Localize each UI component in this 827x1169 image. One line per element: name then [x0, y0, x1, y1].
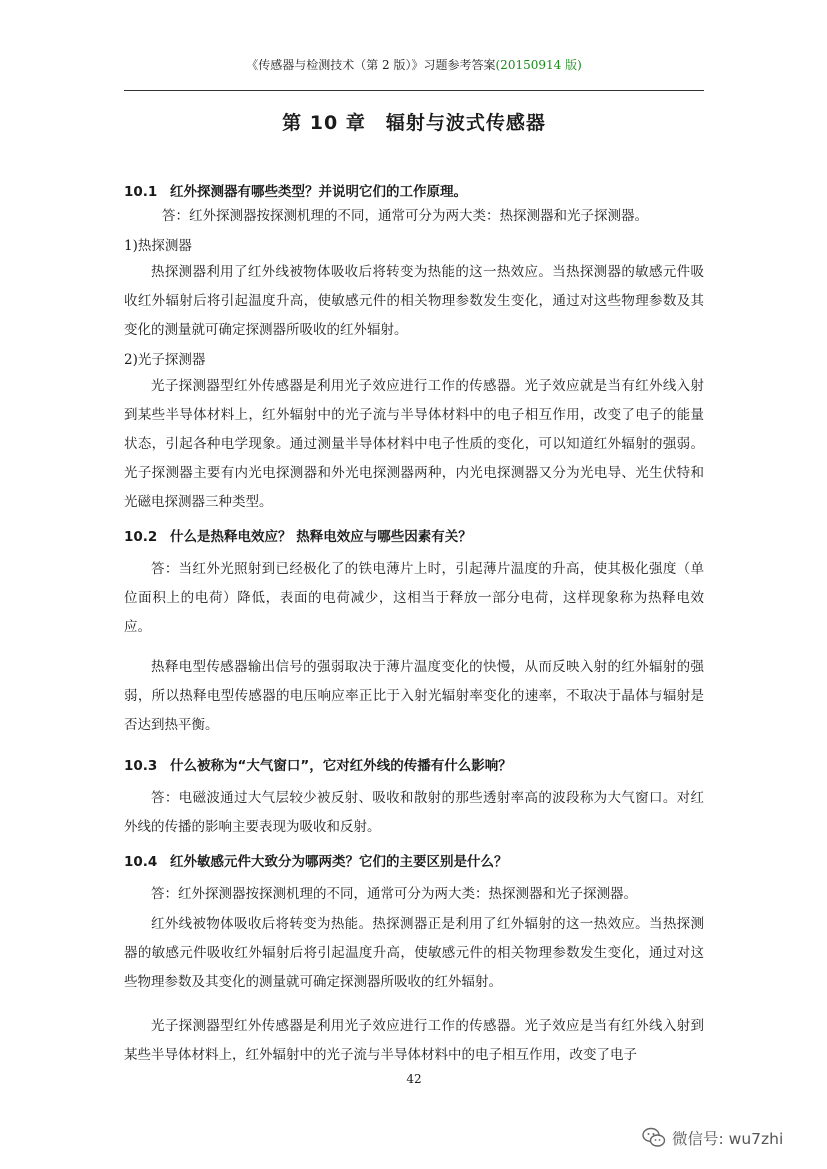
watermark-text: 微信号: wu7zhi [672, 1130, 784, 1148]
question-text: 红外探测器有哪些类型？并说明它们的工作原理。 [170, 184, 467, 200]
question-10-4 [124, 852, 704, 872]
paragraph: 光子探测器型红外传感器是利用光子效应进行工作的传感器。光子效应是当有红外线入射到某些半导体材料上，红外辐射中的光子流与半导体材料中的电子相互作用，改变了电子 [124, 1018, 704, 1063]
question-text: 什么被称为“大气窗口”，它对红外线的传播有什么影响？ [170, 758, 512, 774]
wechat-watermark [642, 1124, 820, 1152]
question-text: 什么是热释电效应？ 热释电效应与哪些因素有关？ [170, 529, 472, 545]
header-title: 《传感器与检测技术（第 2 版）》习题参考答案 [246, 58, 496, 72]
paragraph: 热探测器利用了红外线被物体吸收后将转变为热能的这一热效应。当热探测器的敏感元件吸收红外辐射后将引起温度升高，使敏感元件的相关物理参数发生变化，通过对这些物理参数及其变化的测量就可确定探测器所吸收的红外辐射。 [124, 264, 704, 338]
paragraph: 红外线被物体吸收后将转变为热能。热探测器正是利用了红外辐射的这一热效应。当热探测器的敏感元件吸收红外辐射后将引起温度升高，使敏感元件的相关物理参数发生变化，通过对这些物理参数及其变化的测量就可确定探测器所吸收的红外辐射。 [124, 916, 704, 990]
question-10-3 [124, 756, 704, 776]
paragraph: 热释电型传感器输出信号的强弱取决于薄片温度变化的快慢，从而反映入射的红外辐射的强弱，所以热释电型传感器的电压响应率正比于入射光辐射率变化的速率，不取决于晶体与辐射是否达到热平衡。 [124, 659, 704, 733]
paragraph: 答：当红外光照射到已经极化了的铁电薄片上时，引起薄片温度的升高，使其极化强度（单位面积上的电荷）降低，表面的电荷减少，这相当于释放一部分电荷，这样现象称为热释电效应。 [124, 561, 704, 635]
question-number: 10.3 [124, 758, 158, 774]
question-number: 10.2 [124, 529, 158, 545]
question-number: 10.4 [124, 854, 158, 870]
question-10-2 [124, 527, 704, 547]
question-number: 10.1 [124, 184, 158, 200]
chapter-title: 第 10 章 辐射与波式传感器 [282, 112, 546, 134]
wechat-icon [642, 1127, 666, 1149]
paragraph: 光子探测器型红外传感器是利用光子效应进行工作的传感器。光子效应就是当有红外线入射到某些半导体材料上，红外辐射中的光子流与半导体材料中的电子相互作用，改变了电子的能量状态，引起各种电学现象。通过测量半导体材料中电子性质的变化，可以知道红外辐射的强弱。光子探测器主要有内光电探测器和外光电探测器两种，内光电探测器又分为光电导、光生伏特和光磁电探测器三种类型。 [124, 378, 704, 510]
paragraph: 答：电磁波通过大气层较少被反射、吸收和散射的那些透射率高的波段称为大气窗口。对红外线的传播的影响主要表现为吸收和反射。 [124, 790, 704, 835]
paragraph: 答：红外探测器按探测机理的不同，通常可分为两大类：热探测器和光子探测器。 [151, 886, 637, 902]
page-number: 42 [406, 1072, 422, 1086]
question-text: 红外敏感元件大致分为哪两类？它们的主要区别是什么？ [170, 854, 508, 870]
running-header [124, 56, 704, 73]
section-label: 2)光子探测器 [124, 352, 206, 368]
question-10-1 [124, 182, 704, 202]
header-rule [124, 90, 704, 91]
answer-intro: 答：红外探测器按探测机理的不同，通常可分为两大类：热探测器和光子探测器。 [162, 208, 648, 224]
section-label: 1)热探测器 [124, 238, 192, 254]
header-version: (20150914 版) [495, 58, 582, 72]
